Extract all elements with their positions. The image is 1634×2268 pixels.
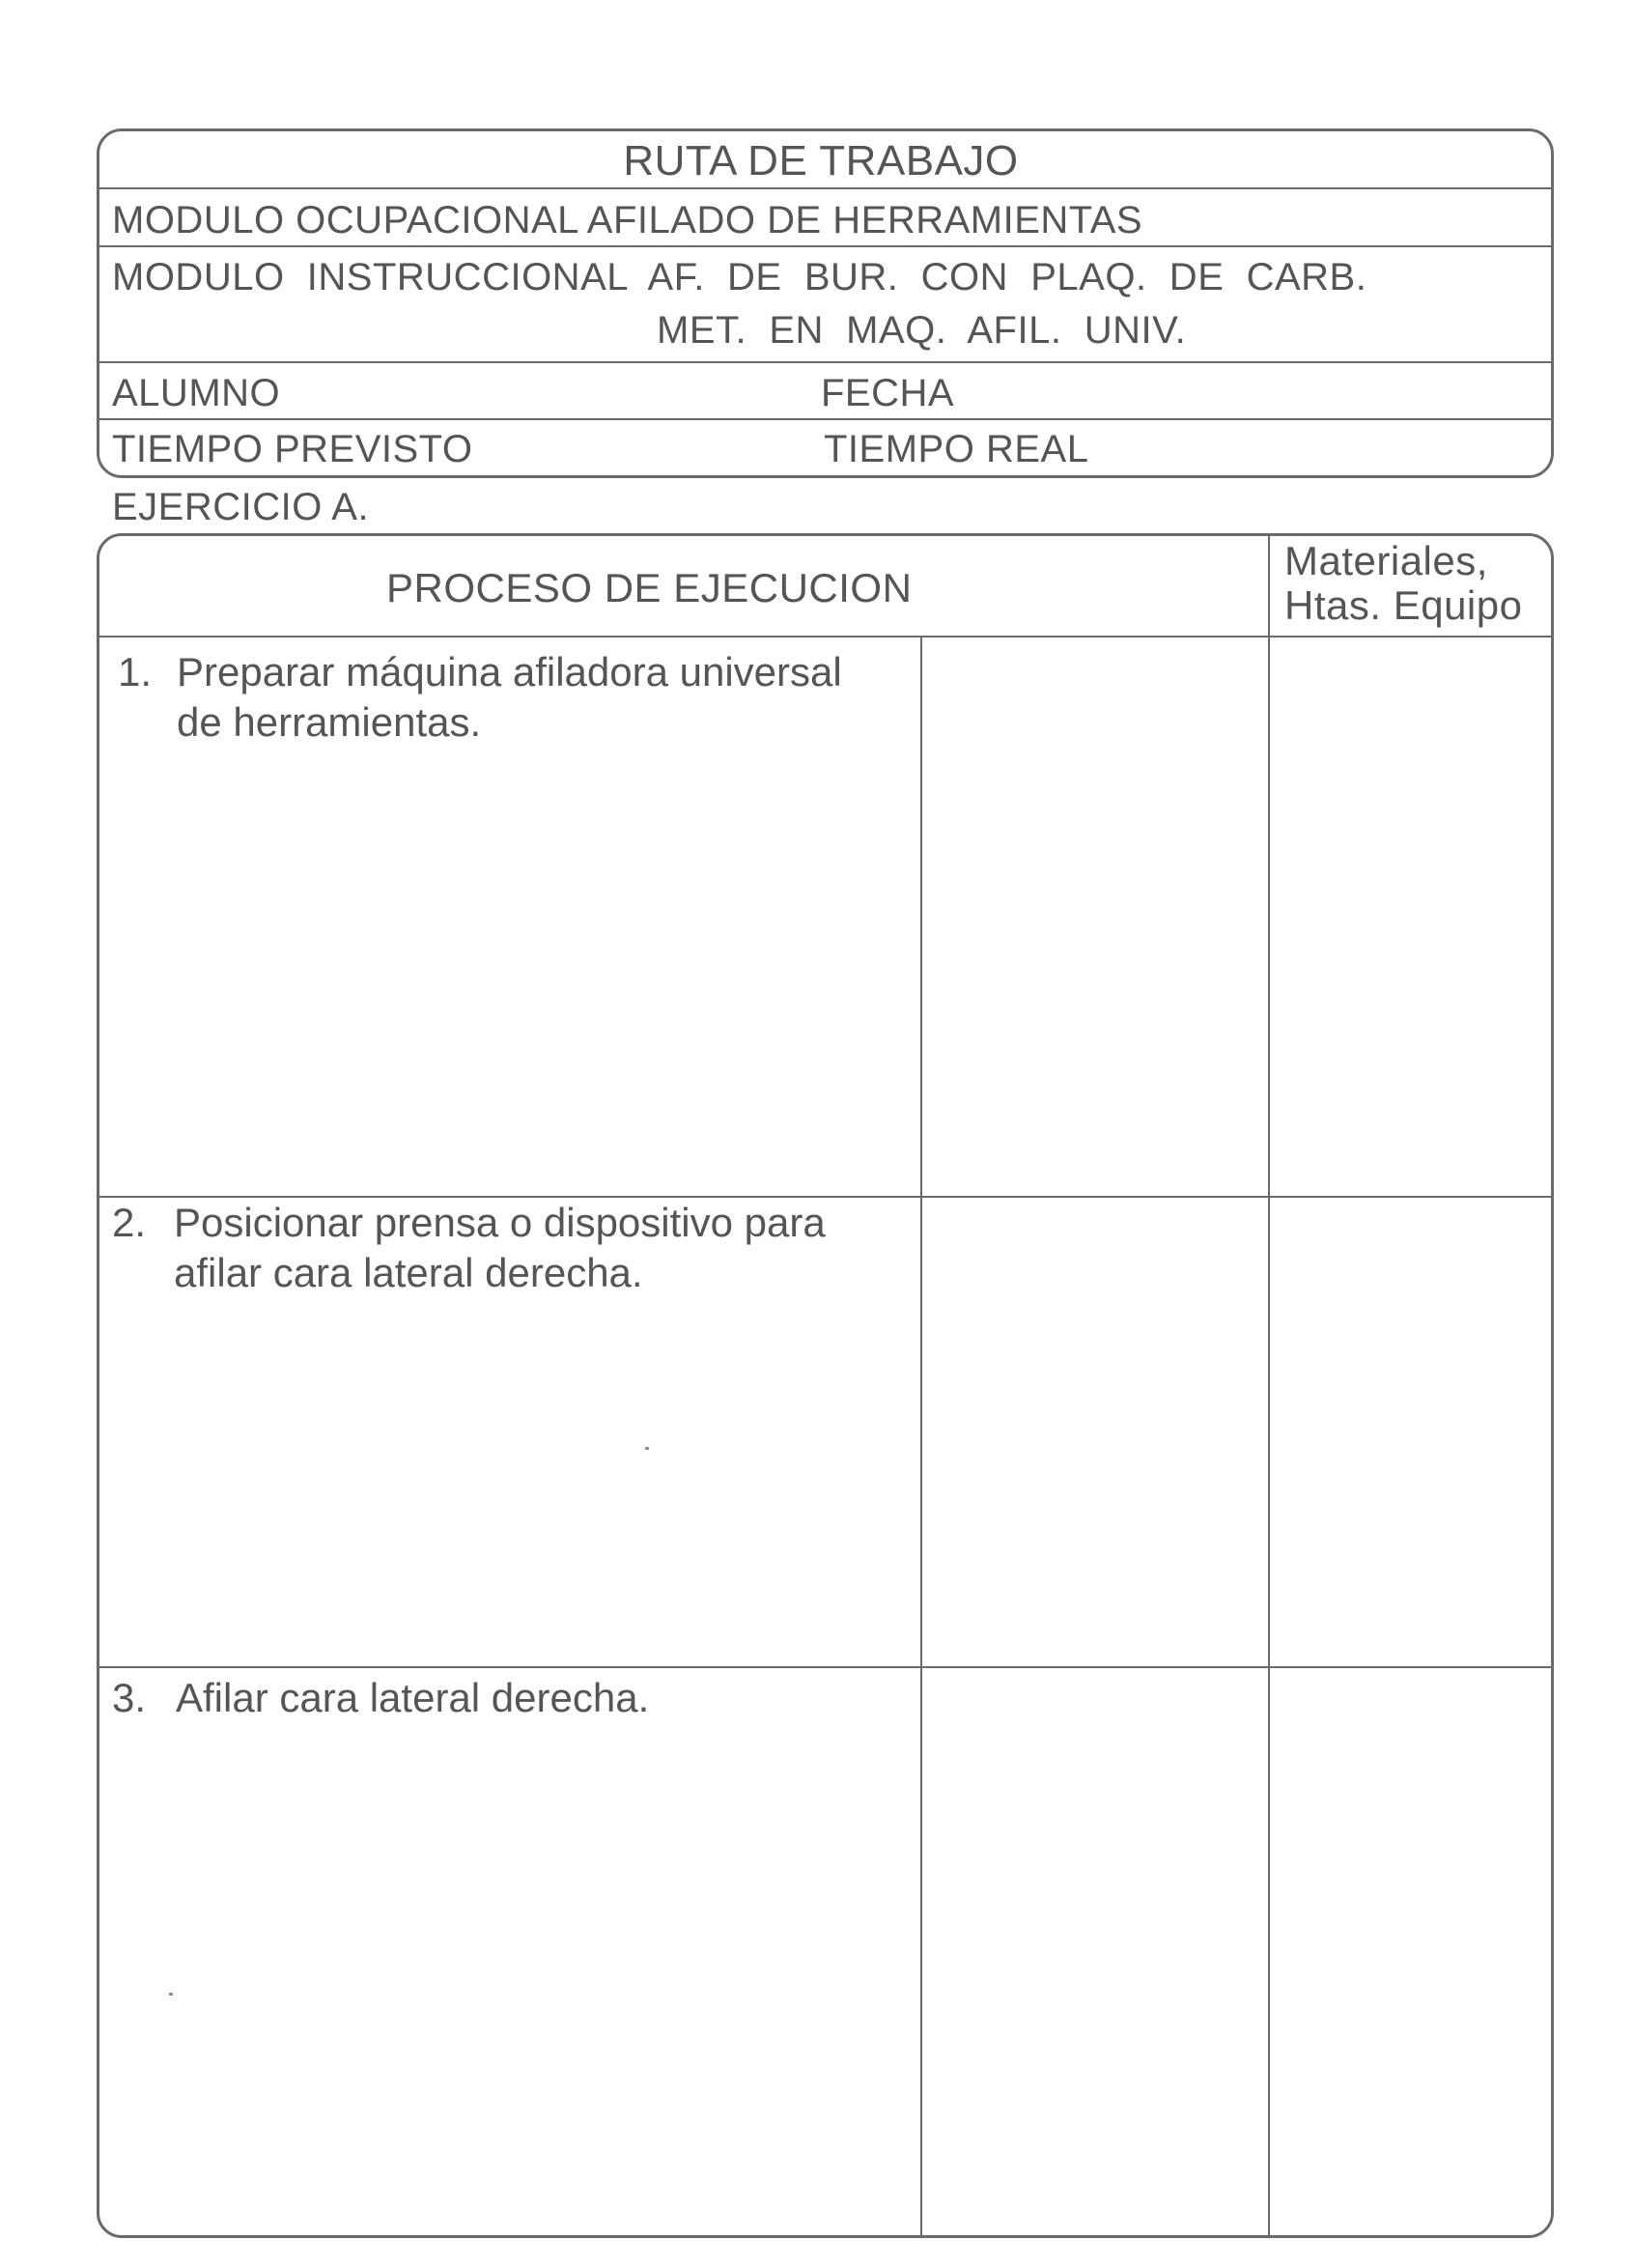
step-number: 1. bbox=[118, 649, 153, 695]
row-divider bbox=[97, 1666, 1554, 1668]
tiempo-real-label: TIEMPO REAL bbox=[824, 428, 1089, 470]
divider bbox=[97, 418, 1554, 420]
modulo-instruccional-line2: MET. EN MAQ. AFIL. UNIV. bbox=[657, 309, 1187, 352]
step-description-line1: Posicionar prensa o dispositivo para bbox=[174, 1200, 826, 1245]
divider bbox=[97, 361, 1554, 363]
step-number: 3. bbox=[112, 1675, 147, 1720]
divider bbox=[97, 187, 1554, 189]
step-description-line2: afilar cara lateral derecha. bbox=[174, 1250, 643, 1295]
tiempo-previsto-label: TIEMPO PREVISTO bbox=[112, 428, 473, 470]
process-table bbox=[97, 533, 1554, 2238]
fecha-label: FECHA bbox=[821, 372, 955, 414]
divider bbox=[97, 245, 1554, 247]
col-header-proceso: PROCESO DE EJECUCION bbox=[386, 565, 913, 610]
col-header-materiales-line2: Htas. Equipo bbox=[1284, 582, 1523, 628]
column-divider bbox=[1268, 533, 1270, 2238]
ejercicio-label: EJERCICIO A. bbox=[112, 486, 370, 528]
step-description-line1: Afilar cara lateral derecha. bbox=[176, 1675, 650, 1720]
scan-speck bbox=[169, 1993, 173, 1996]
step-description-line2: de herramientas. bbox=[177, 699, 482, 745]
modulo-instruccional-line1: MODULO INSTRUCCIONAL AF. DE BUR. CON PLAQ. DE CARB. bbox=[112, 256, 1367, 298]
modulo-ocupacional: MODULO OCUPACIONAL AFILADO DE HERRAMIENTAS bbox=[112, 199, 1143, 241]
alumno-label: ALUMNO bbox=[112, 372, 281, 414]
header-row-divider bbox=[97, 636, 1554, 638]
form-title: RUTA DE TRABAJO bbox=[623, 137, 1019, 184]
col-header-materiales-line1: Materiales, bbox=[1284, 538, 1488, 583]
column-divider bbox=[920, 637, 922, 2238]
step-description-line1: Preparar máquina afiladora universal bbox=[177, 649, 842, 695]
scan-speck bbox=[645, 1447, 649, 1450]
step-number: 2. bbox=[112, 1200, 147, 1245]
